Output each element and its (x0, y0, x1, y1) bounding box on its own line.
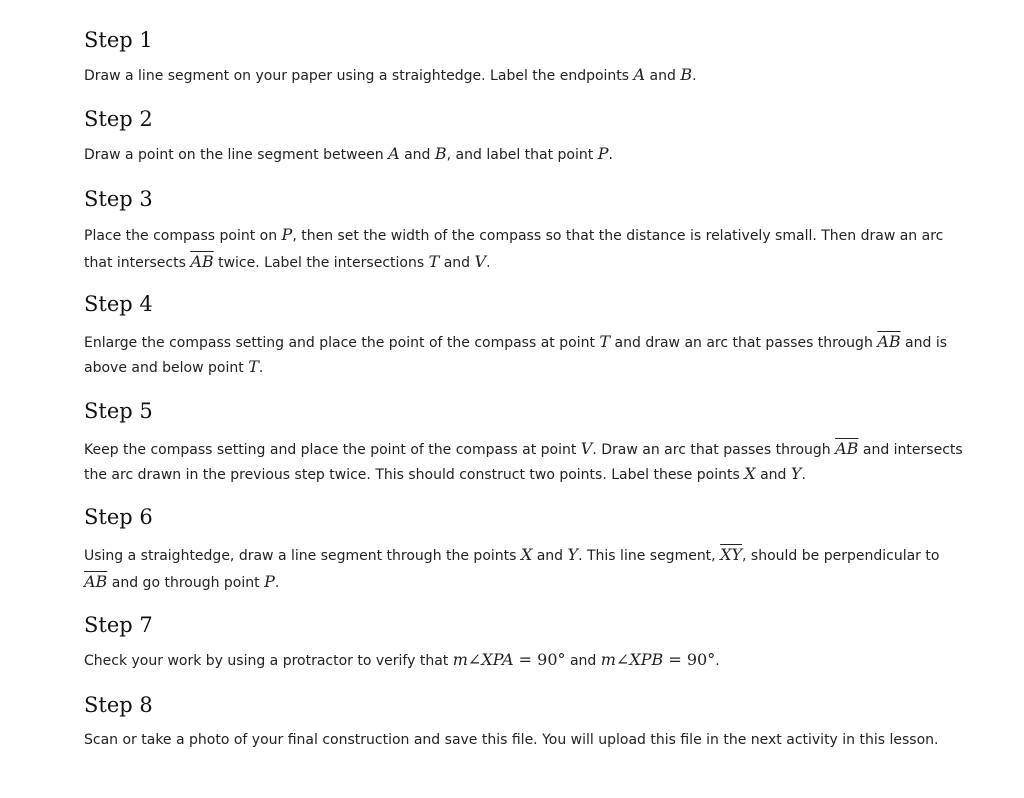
text-run: and (399, 147, 435, 163)
step-8-text (84, 728, 964, 752)
step-3-title: Step 3 (84, 187, 153, 211)
text-run: . (258, 360, 264, 376)
math-var: A (633, 65, 646, 84)
math-var: P (281, 225, 293, 244)
step-6-title: Step 6 (84, 505, 153, 529)
step-1 (84, 27, 964, 88)
math-var: P (597, 144, 609, 163)
text-run: , then set the width of the compass so that the distance is relatively small. Then draw an arc that intersects (84, 228, 944, 271)
math-var: T (599, 332, 611, 351)
text-run: Keep the compass setting and place the point of the compass at point (84, 442, 581, 458)
step-4 (84, 291, 964, 380)
text-run: and go through point (107, 575, 265, 591)
math-var: X (520, 545, 533, 564)
text-run: and (532, 548, 568, 564)
text-run: twice. Label the intersections (213, 255, 429, 271)
text-run: , should be perpendicular to (742, 548, 940, 564)
step-4-title: Step 4 (84, 292, 153, 316)
text-run: . This line segment, (578, 548, 721, 564)
text-run: . (486, 255, 491, 271)
step-6 (84, 504, 964, 596)
text-run: and is above and below point (84, 335, 948, 376)
math-var: V (474, 252, 487, 271)
segment-ab: $\overline{AB}$ (84, 572, 108, 591)
text-run: and (565, 653, 601, 669)
step-2-title: Step 2 (84, 107, 153, 131)
step-1-text (84, 63, 964, 88)
segment-ab: $\overline{AB}$ (835, 439, 859, 458)
step-2-text (84, 142, 964, 167)
text-run: Draw a line segment on your paper using a straightedge. Label the endpoints (84, 68, 634, 84)
step-5-text (84, 437, 964, 487)
step-3-text (84, 222, 964, 276)
text-run: Scan or take a photo of your final construction and save this file. You will upload this file in the next activity in this lesson. (84, 732, 939, 748)
angle-xpa: m∠XPA (452, 650, 514, 669)
step-4-text (84, 330, 964, 380)
math-var: V (580, 439, 593, 458)
step-8-title: Step 8 (84, 693, 153, 717)
text-run: . (692, 68, 697, 84)
step-5-title: Step 5 (84, 399, 153, 423)
step-3 (84, 186, 964, 276)
text-run: Enlarge the compass setting and place the point of the compass at point (84, 335, 600, 351)
text-run: Using a straightedge, draw a line segment through the points (84, 548, 521, 564)
math-var: T (428, 252, 440, 271)
step-6-text (84, 542, 964, 596)
text-run: and (645, 68, 681, 84)
text-run: and (439, 255, 475, 271)
angle-xpb: m∠XPB (600, 650, 664, 669)
math-var: Y (790, 464, 802, 483)
math-var: T (248, 357, 259, 376)
step-1-title: Step 1 (84, 28, 153, 52)
segment-ab: $\overline{AB}$ (877, 332, 901, 351)
math-var: B (680, 65, 693, 84)
text-run: . (715, 653, 720, 669)
step-7 (84, 612, 964, 673)
text-run: , and label that point (446, 147, 598, 163)
text-run: . (274, 575, 280, 591)
text-run: . (801, 467, 806, 483)
text-run: . (608, 147, 613, 163)
text-run: and draw an arc that passes through (610, 335, 878, 351)
math-var: B (434, 144, 447, 163)
segment-ab: $\overline{AB}$ (190, 252, 214, 271)
segment-xy: $\overline{XY}$ (720, 545, 743, 564)
text-run: Draw a point on the line segment between (84, 147, 389, 163)
text-run: Check your work by using a protractor to verify that (84, 653, 453, 669)
step-7-text (84, 648, 964, 673)
angle-value: = 90° (513, 650, 566, 669)
step-5 (84, 398, 964, 487)
text-run: Place the compass point on (84, 228, 282, 244)
text-run: and intersects the arc drawn in the previous step twice. This should construct two points. Label these points (84, 442, 963, 483)
math-var: X (744, 464, 756, 483)
step-2 (84, 106, 964, 167)
step-8 (84, 692, 964, 752)
math-var: A (388, 144, 400, 163)
text-run: and (755, 467, 791, 483)
text-run: . Draw an arc that passes through (592, 442, 836, 458)
angle-value: = 90° (663, 650, 716, 669)
math-var: Y (567, 545, 579, 564)
step-7-title: Step 7 (84, 613, 153, 637)
math-var: P (264, 572, 275, 591)
